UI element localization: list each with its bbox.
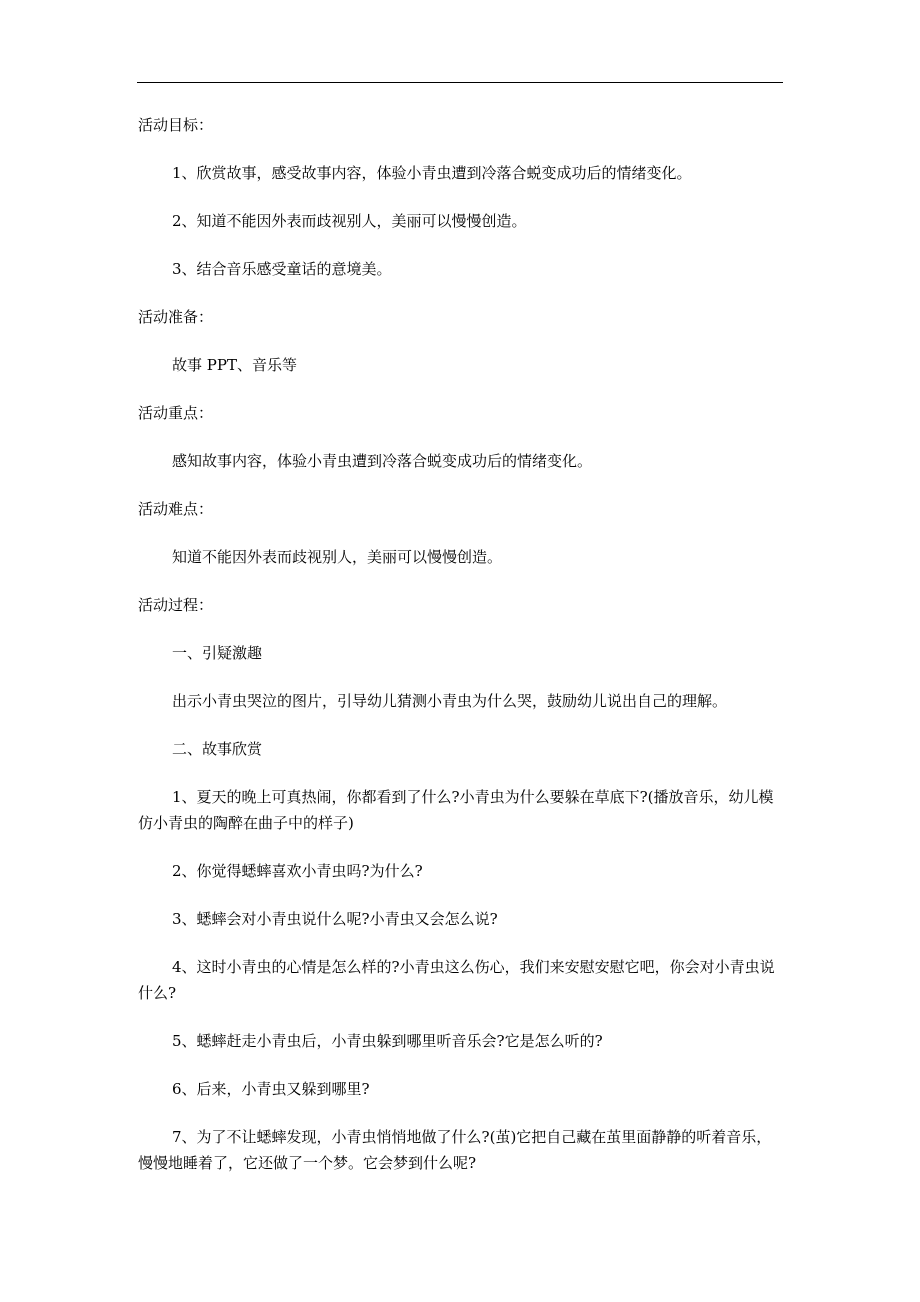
document-body	[138, 112, 782, 1198]
preparation-text: 故事 PPT、音乐等	[172, 356, 297, 374]
story-question-3: 3、蟋蟀会对小青虫说什么呢?小青虫又会怎么说?	[172, 910, 498, 928]
story-question-6: 6、后来，小青虫又躲到哪里?	[172, 1080, 370, 1098]
section-heading-preparation: 活动准备：	[138, 308, 214, 326]
story-question-2: 2、你觉得蟋蟀喜欢小青虫吗?为什么?	[172, 862, 423, 880]
section-heading-process: 活动过程：	[138, 596, 214, 614]
story-question-1: 1、夏天的晚上可真热闹，你都看到了什么?小青虫为什么要躲在草底下?(播放音乐，幼儿模仿小青虫的陶醉在曲子中的样子)	[138, 788, 774, 832]
process-step-2-title: 二、故事欣赏	[172, 740, 263, 758]
story-question-4: 4、这时小青虫的心情是怎么样的?小青虫这么伤心，我们来安慰安慰它吧，你会对小青虫说什么?	[138, 958, 775, 1002]
goal-item-2: 2、知道不能因外表而歧视别人，美丽可以慢慢创造。	[172, 212, 527, 230]
section-heading-key-point: 活动重点：	[138, 404, 214, 422]
difficulty-text: 知道不能因外表而歧视别人，美丽可以慢慢创造。	[172, 548, 503, 566]
process-step-1-title: 一、引疑激趣	[172, 644, 263, 662]
goal-item-3: 3、结合音乐感受童话的意境美。	[172, 260, 392, 278]
story-question-7: 7、为了不让蟋蟀发现，小青虫悄悄地做了什么?(茧)它把自己藏在茧里面静静的听着音乐，慢慢地睡着了，它还做了一个梦。它会梦到什么呢?	[138, 1128, 772, 1172]
header-rule	[137, 82, 783, 83]
section-heading-difficulty: 活动难点：	[138, 500, 214, 518]
goal-item-1: 1、欣赏故事，感受故事内容，体验小青虫遭到冷落合蜕变成功后的情绪变化。	[172, 164, 692, 182]
process-step-1-text: 出示小青虫哭泣的图片，引导幼儿猜测小青虫为什么哭，鼓励幼儿说出自己的理解。	[172, 692, 728, 710]
key-point-text: 感知故事内容，体验小青虫遭到冷落合蜕变成功后的情绪变化。	[172, 452, 593, 470]
story-question-5: 5、蟋蟀赶走小青虫后，小青虫躲到哪里听音乐会?它是怎么听的?	[172, 1032, 603, 1050]
section-heading-goals: 活动目标：	[138, 116, 214, 134]
